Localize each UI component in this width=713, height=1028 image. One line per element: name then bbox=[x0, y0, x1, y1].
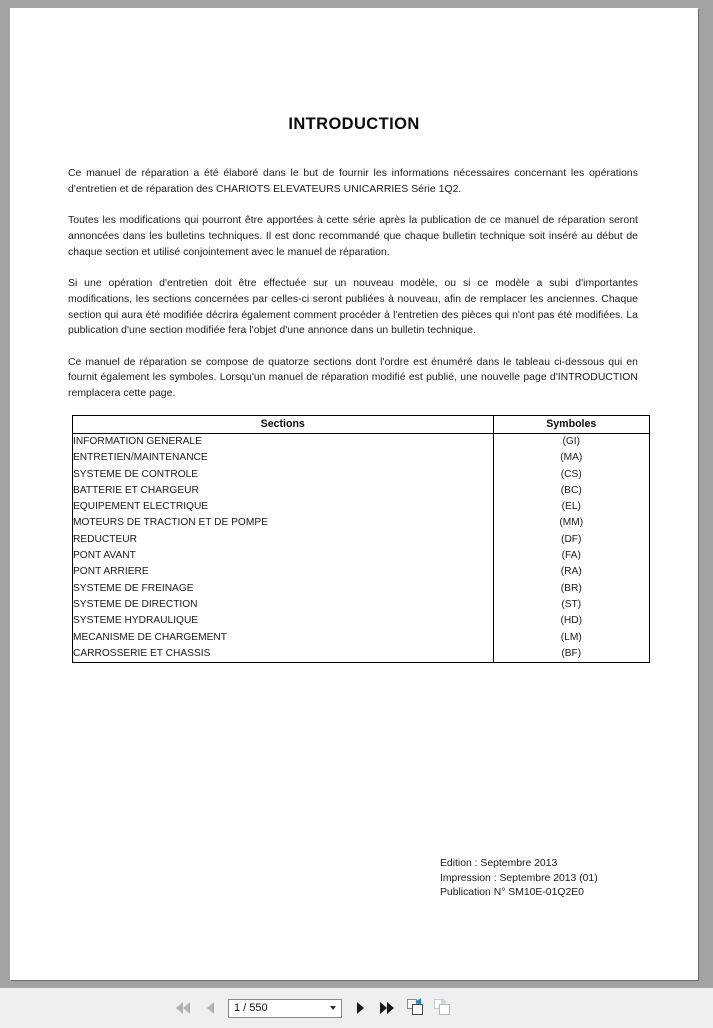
cell-section: SYSTEME HYDRAULIQUE bbox=[73, 613, 493, 629]
previous-view-page-icon bbox=[412, 1004, 424, 1015]
table-row bbox=[73, 483, 649, 499]
cell-symbol: (EL) bbox=[561, 501, 581, 513]
previous-view-button[interactable] bbox=[406, 997, 430, 1019]
pdf-toolbar bbox=[0, 988, 713, 1028]
imprint-impression: Impression : Septembre 2013 (01) bbox=[440, 872, 598, 884]
cell-section: SYSTEME DE DIRECTION bbox=[73, 597, 493, 613]
cell-section: EQUIPEMENT ELECTRIQUE bbox=[73, 499, 493, 515]
table-header-row bbox=[73, 416, 649, 434]
paragraph: Si une opération d'entretien doit être effectuée sur un nouveau modèle, ou si ce modèle a subi d'importantes modifications, les sections concernées par celles-ci seront publiées à nouveau, afin de remplacer les anciennes. Chaque section qui aura été modifiée décrira également comment procéder à l'entretien des pièces qui n'ont pas été modifiées. La publication d'une section modifiée fera l'objet d'une annonce dans un bulletin technique. bbox=[68, 277, 638, 337]
table-row bbox=[73, 532, 649, 548]
sections-symbols-table bbox=[72, 415, 650, 663]
cell-section: CARROSSERIE ET CHASSIS bbox=[73, 646, 493, 662]
cell-symbol: (LM) bbox=[560, 631, 582, 643]
page-title: INTRODUCTION bbox=[288, 115, 420, 133]
imprint-block bbox=[440, 857, 690, 901]
cell-section: BATTERIE ET CHARGEUR bbox=[73, 483, 493, 499]
column-header-symboles: Symboles bbox=[493, 416, 649, 434]
table-row bbox=[73, 450, 649, 466]
cell-symbol: (FA) bbox=[561, 550, 581, 562]
cell-section: SYSTEME DE CONTROLE bbox=[73, 467, 493, 483]
table-row bbox=[73, 646, 649, 662]
right-arrow-icon bbox=[357, 1002, 364, 1014]
double-right-arrow-icon bbox=[380, 1002, 394, 1014]
cell-symbol: (RA) bbox=[560, 566, 582, 578]
double-left-arrow-icon bbox=[176, 1002, 190, 1014]
paragraph: Ce manuel de réparation a été élaboré dans le but de fournir les informations nécessaires concernant les opérations d'entretien et de réparation des CHARIOTS ELEVATEURS UNICARRIES Série 1Q2. bbox=[68, 168, 638, 195]
table-row bbox=[73, 515, 649, 531]
cell-section: SYSTEME DE FREINAGE bbox=[73, 581, 493, 597]
last-page-button[interactable] bbox=[376, 997, 398, 1019]
imprint-publication: Publication N° SM10E-01Q2E0 bbox=[440, 887, 584, 899]
cell-section: INFORMATION GENERALE bbox=[73, 434, 493, 451]
next-view-page-icon bbox=[439, 1004, 451, 1015]
table-row bbox=[73, 467, 649, 483]
table-row bbox=[73, 499, 649, 515]
cell-symbol: (MM) bbox=[559, 517, 584, 529]
cell-section: REDUCTEUR bbox=[73, 532, 493, 548]
table-row bbox=[73, 613, 649, 629]
cell-symbol: (GI) bbox=[562, 436, 581, 447]
table-row bbox=[73, 434, 649, 451]
page-number-input[interactable] bbox=[229, 1001, 325, 1015]
cell-section: MOTEURS DE TRACTION ET DE POMPE bbox=[73, 515, 493, 531]
paragraph: Toutes les modifications qui pourront être apportées à cette série après la publication de ce manuel de réparation seront annoncées dans les bulletins techniques. Il est donc recommandé que chaque bulletin technique soit inséré au début de chaque section et utilisé conjointement avec le manuel de réparation. bbox=[68, 215, 638, 258]
table-row bbox=[73, 597, 649, 613]
cell-symbol: (HD) bbox=[560, 615, 582, 627]
cell-symbol: (BR) bbox=[560, 582, 582, 594]
page-dropdown-button[interactable] bbox=[325, 1000, 341, 1017]
imprint-edition: Edition : Septembre 2013 bbox=[440, 858, 558, 869]
cell-symbol: (MA) bbox=[560, 452, 583, 464]
table-row bbox=[73, 630, 649, 646]
table-row bbox=[73, 581, 649, 597]
cell-section: PONT ARRIERE bbox=[73, 564, 493, 580]
page-number-combo[interactable] bbox=[228, 999, 342, 1018]
cell-section: PONT AVANT bbox=[73, 548, 493, 564]
column-header-sections: Sections bbox=[73, 416, 493, 434]
next-page-button[interactable] bbox=[349, 997, 371, 1019]
table-row bbox=[73, 548, 649, 564]
left-arrow-icon bbox=[207, 1002, 214, 1014]
pdf-page bbox=[10, 8, 698, 980]
cell-symbol: (DF) bbox=[561, 533, 582, 545]
cell-section: MECANISME DE CHARGEMENT bbox=[73, 630, 493, 646]
cell-symbol: (BF) bbox=[561, 647, 582, 659]
chevron-down-icon bbox=[330, 1006, 336, 1010]
next-view-button[interactable] bbox=[433, 997, 457, 1019]
first-page-button[interactable] bbox=[172, 997, 194, 1019]
cell-symbol: (ST) bbox=[561, 598, 582, 610]
paragraph: Ce manuel de réparation se compose de quatorze sections dont l'ordre est énuméré dans le tableau ci-dessous qui en fournit également les symboles. Lorsqu'un manuel de réparation modifié est publié, une nouvelle page d'INTRODUCTION remplacera cette page. bbox=[68, 356, 638, 400]
cell-symbol: (BC) bbox=[560, 484, 582, 496]
body-text bbox=[68, 166, 638, 402]
table-row bbox=[73, 564, 649, 580]
cell-section: ENTRETIEN/MAINTENANCE bbox=[73, 450, 493, 466]
cell-symbol: (CS) bbox=[560, 468, 582, 480]
previous-page-button[interactable] bbox=[199, 997, 221, 1019]
